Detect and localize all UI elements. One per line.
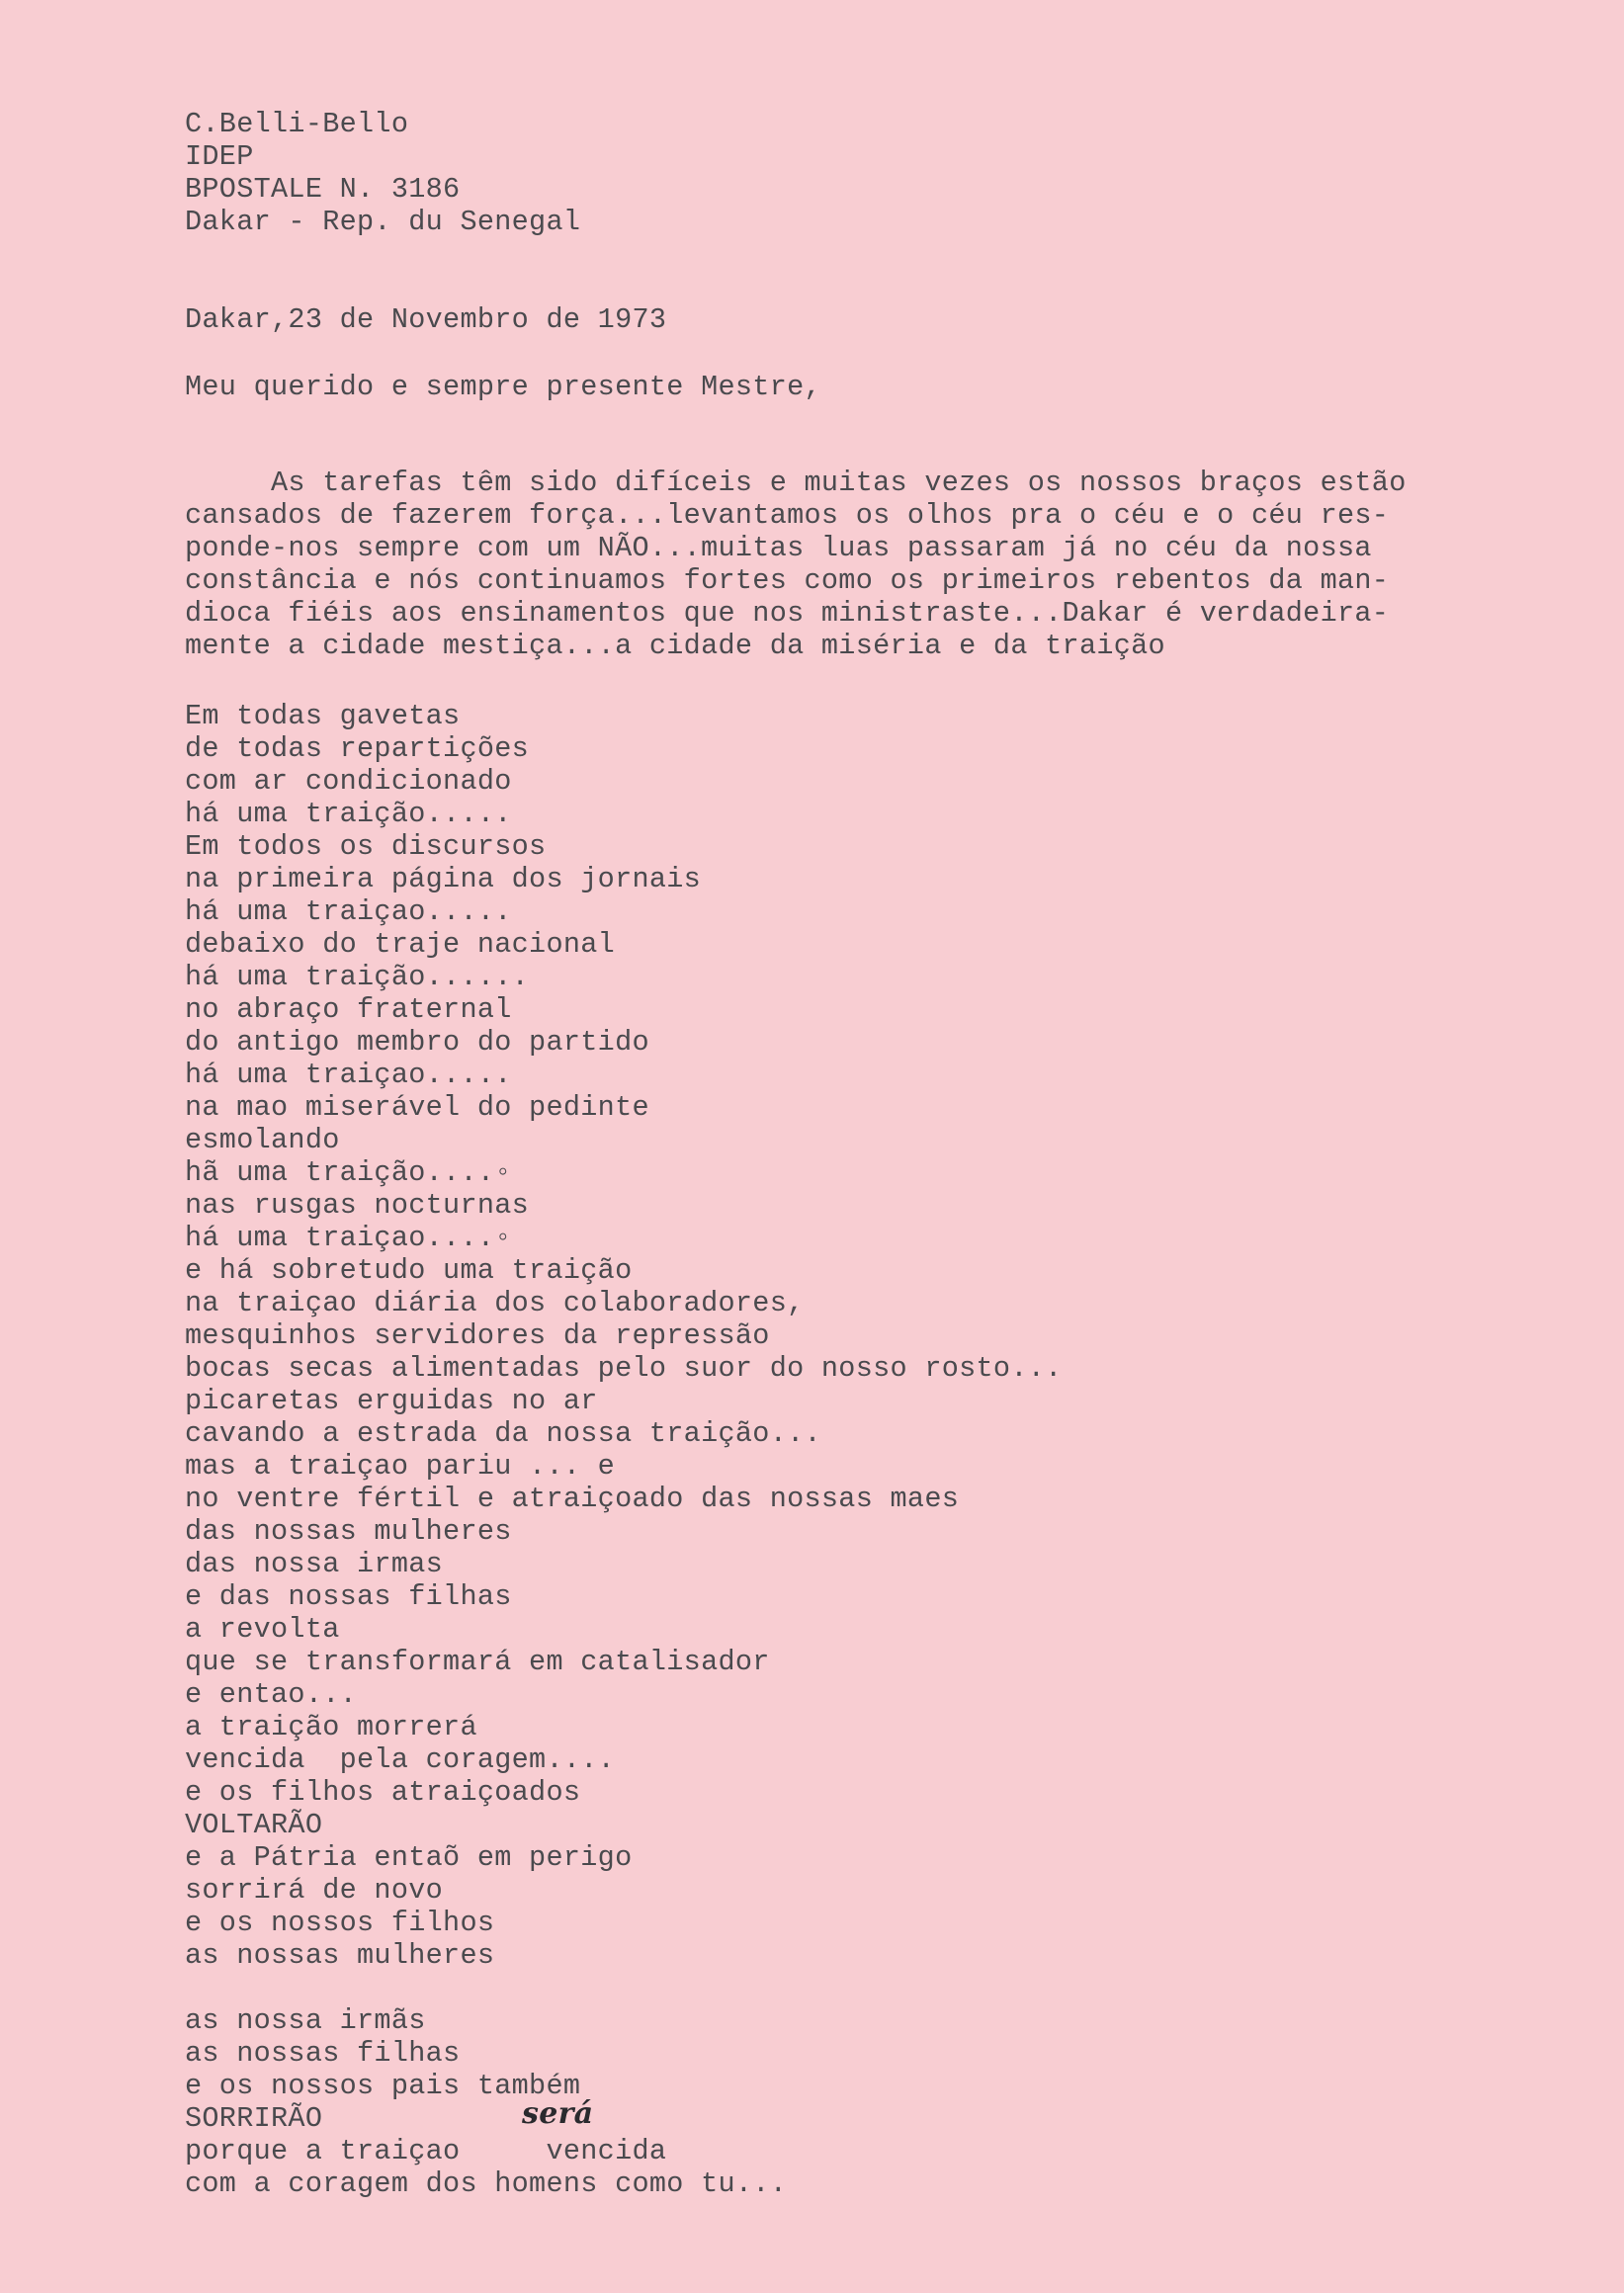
paragraph-line: dioca fiéis aos ensinamentos que nos ministraste...Dakar é verdadeira-	[185, 597, 1390, 630]
poem-line: hã uma traição....◦	[185, 1156, 512, 1189]
poem-line: debaixo do traje nacional	[185, 928, 616, 961]
poem-line: vencida pela coragem....	[185, 1743, 616, 1776]
sender-city: Dakar - Rep. du Senegal	[185, 206, 581, 238]
poem-line: cavando a estrada da nossa traição...	[185, 1417, 821, 1450]
poem-line: picaretas erguidas no ar	[185, 1385, 598, 1417]
poem-line: no abraço fraternal	[185, 993, 512, 1026]
poem-line: e entao...	[185, 1678, 358, 1711]
sender-org: IDEP	[185, 140, 254, 173]
poem-line: há uma traição.....	[185, 798, 512, 830]
poem-line: na primeira página dos jornais	[185, 863, 702, 895]
poem-line: a traição morrerá	[185, 1711, 477, 1743]
poem-line: esmolando	[185, 1124, 340, 1156]
poem-line: a revolta	[185, 1613, 340, 1646]
paragraph-line: mente a cidade mestiça...a cidade da miséria e da traição	[185, 630, 1165, 662]
poem-line: e das nossas filhas	[185, 1580, 512, 1613]
poem-line: do antigo membro do partido	[185, 1026, 649, 1059]
poem-line: sorrirá de novo	[185, 1874, 444, 1907]
poem-line: na traiçao diária dos colaboradores,	[185, 1287, 805, 1319]
poem-line: com ar condicionado	[185, 765, 512, 798]
poem-line: as nossas mulheres	[185, 1939, 495, 1972]
poem-line: e os nossos filhos	[185, 1907, 495, 1939]
poem-line: há uma traiçao....◦	[185, 1222, 512, 1254]
poem-line: as nossas filhas	[185, 2037, 461, 2070]
letter-date: Dakar,23 de Novembro de 1973	[185, 303, 667, 336]
sender-po-box: BPOSTALE N. 3186	[185, 173, 461, 206]
poem-line: mas a traiçao pariu ... e	[185, 1450, 616, 1483]
poem-line: nas rusgas nocturnas	[185, 1189, 530, 1222]
poem-line: das nossas mulheres	[185, 1515, 512, 1548]
poem-line: há uma traição......	[185, 961, 530, 993]
poem-line: SORRIRÃO	[185, 2102, 323, 2135]
poem-line: bocas secas alimentadas pelo suor do nosso rosto...	[185, 1352, 1063, 1385]
poem-line: mesquinhos servidores da repressão	[185, 1319, 770, 1352]
poem-line: há uma traiçao.....	[185, 1059, 512, 1091]
poem-line: que se transformará em catalisador	[185, 1646, 770, 1678]
poem-line: e há sobretudo uma traição	[185, 1254, 633, 1287]
handwritten-correction: será	[522, 2096, 594, 2131]
paragraph-line: cansados de fazerem força...levantamos os olhos pra o céu e o céu res-	[185, 499, 1390, 532]
poem-line: Em todas gavetas	[185, 700, 461, 732]
poem-line: no ventre fértil e atraiçoado das nossas maes	[185, 1483, 960, 1515]
paragraph-line: ponde-nos sempre com um NÃO...muitas luas passaram já no céu da nossa	[185, 532, 1372, 564]
poem-line: há uma traiçao.....	[185, 895, 512, 928]
poem-line: VOLTARÃO	[185, 1809, 323, 1841]
salutation: Meu querido e sempre presente Mestre,	[185, 371, 821, 403]
poem-line: porque a traiçao vencida	[185, 2135, 667, 2167]
poem-line: das nossa irmas	[185, 1548, 444, 1580]
poem-line: e os nossos pais também	[185, 2070, 581, 2102]
poem-line: na mao miserável do pedinte	[185, 1091, 649, 1124]
poem-line: as nossa irmãs	[185, 2004, 426, 2037]
paragraph-line: As tarefas têm sido difíceis e muitas vezes os nossos braços estão	[185, 467, 1407, 499]
poem-line: com a coragem dos homens como tu...	[185, 2167, 788, 2200]
poem-line: Em todos os discursos	[185, 830, 547, 863]
sender-name: C.Belli-Bello	[185, 108, 409, 140]
poem-line: e os filhos atraiçoados	[185, 1776, 581, 1809]
paragraph-line: constância e nós continuamos fortes como os primeiros rebentos da man-	[185, 564, 1390, 597]
poem-line: e a Pátria entaõ em perigo	[185, 1841, 633, 1874]
poem-line: de todas repartições	[185, 732, 530, 765]
